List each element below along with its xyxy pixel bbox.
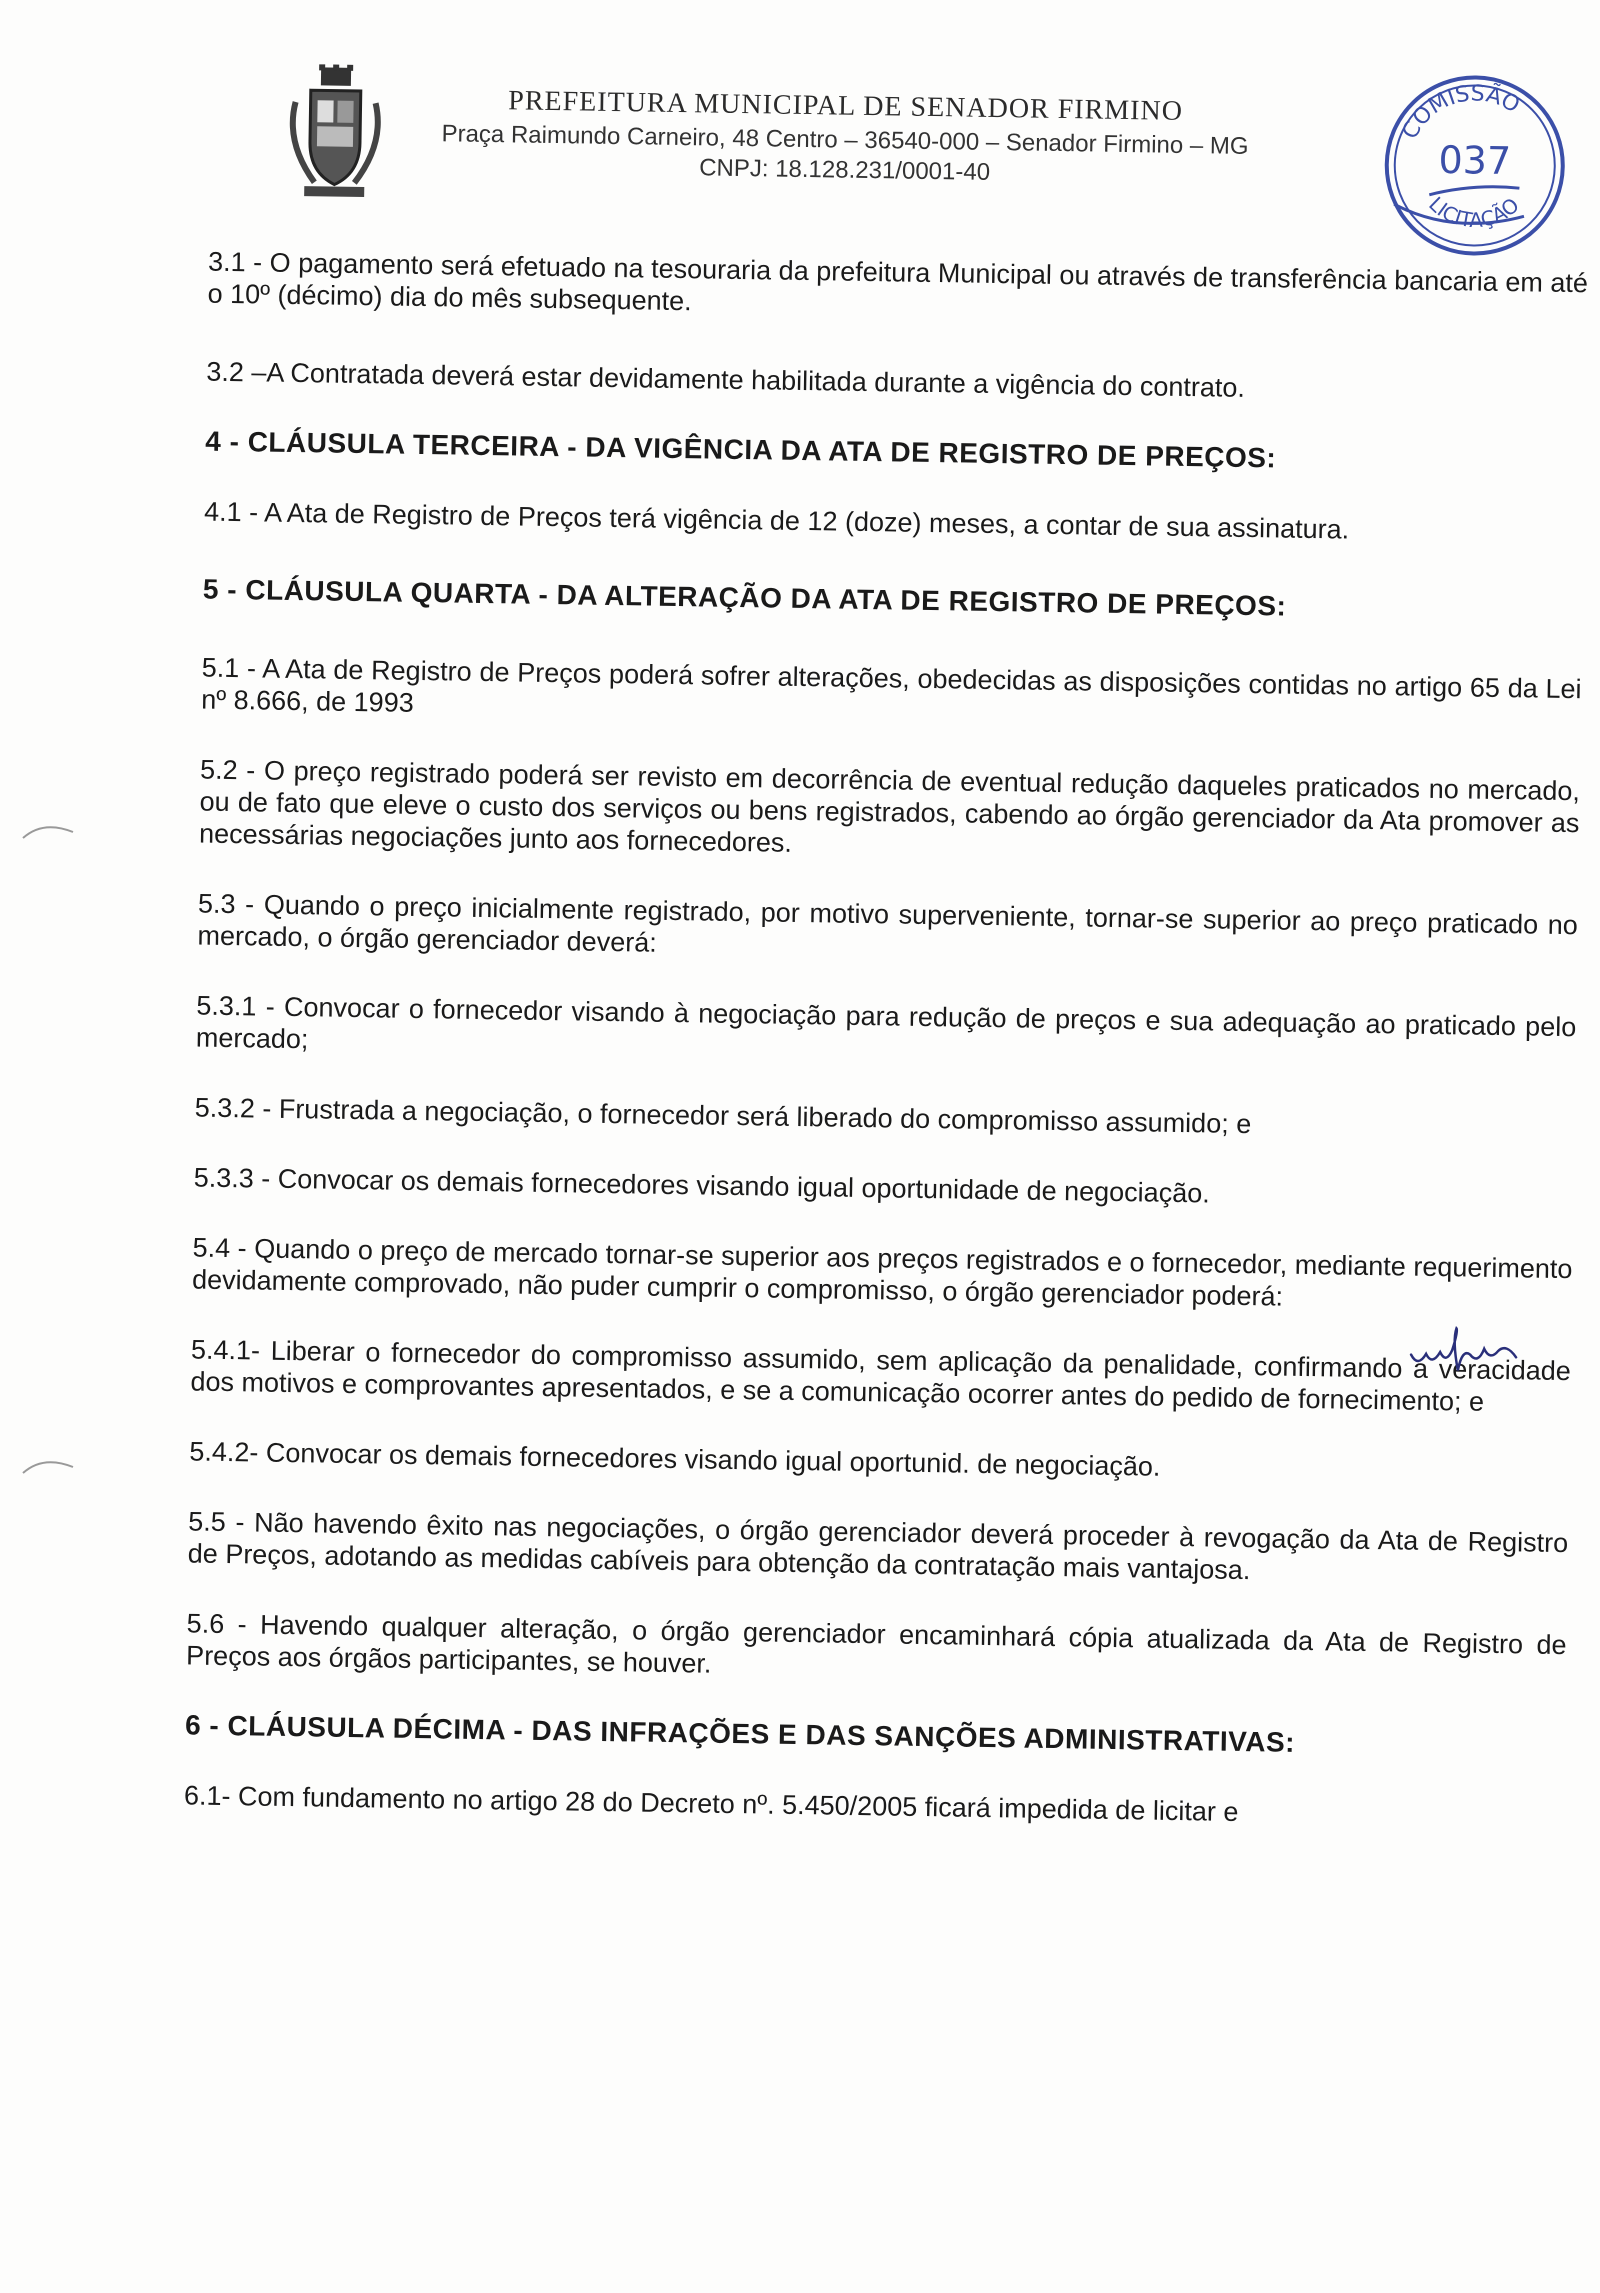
clause-5-3-2: 5.3.2 - Frustrada a negociação, o fornecedor será liberado do compromisso assumido; e bbox=[194, 1092, 1252, 1140]
document-body bbox=[184, 246, 1588, 1833]
clause-3-1: 3.1 - O pagamento será efetuado na tesouraria da prefeitura Municipal ou através de transferência bancaria em até o 10º (décimo) dia do mês subsequente. bbox=[207, 246, 1589, 317]
letterhead-text bbox=[404, 74, 1286, 194]
clause-5-2: 5.2 - O preço registrado poderá ser revisto em decorrência de eventual redução daqueles praticados no mercado, ou de fato que eleve o custo dos serviços ou bens registrados, cabendo ao órgão gerenciador da Ata promover as necessárias negociações junto aos fornecedores. bbox=[198, 754, 1581, 858]
municipal-crest-icon bbox=[284, 62, 386, 204]
clause-4-1: 4.1 - A Ata de Registro de Preços terá vigência de 12 (doze) meses, a contar de sua assinatura. bbox=[203, 496, 1350, 545]
scan-edge-mark bbox=[18, 1455, 78, 1475]
clause-5-3-1: 5.3.1 - Convocar o fornecedor visando à negociação para redução de preços e sua adequação ao praticado pelo mercado; bbox=[195, 990, 1577, 1055]
clause-5-5: 5.5 - Não havendo êxito nas negociações, o órgão gerenciador deverá proceder à revogação da Ata de Registro de Preços, adotando as medidas cabíveis para obtenção da contratação mais vantajosa. bbox=[187, 1506, 1569, 1586]
clause-5-3: 5.3 - Quando o preço inicialmente registrado, por motivo superveniente, tornar-se superior ao preço praticado no mercado, o órgão gerenciador deverá: bbox=[197, 888, 1579, 958]
scan-edge-mark bbox=[18, 820, 78, 840]
municipality-address: Praça Raimundo Carneiro, 48 Centro – 36540-000 – Senador Firmino – MG bbox=[441, 120, 1249, 160]
clause-6-1: 6.1- Com fundamento no artigo 28 do Decreto nº. 5.450/2005 ficará impedida de licitar e bbox=[183, 1780, 1239, 1827]
clause-5-3-3: 5.3.3 - Convocar os demais fornecedores visando igual oportunidade de negociação. bbox=[193, 1162, 1210, 1209]
stamp-number: 037 bbox=[1438, 137, 1512, 184]
stamp-top-text: COMISSÃO bbox=[1397, 81, 1524, 144]
letterhead bbox=[284, 52, 1286, 218]
clause-3-2: 3.2 –A Contratada deverá estar devidamente habilitada durante a vigência do contrato. bbox=[206, 356, 1246, 403]
clause-5-4: 5.4 - Quando o preço de mercado tornar-se superior aos preços registrados e o fornecedor, mediante requerimento devidamente comprovado, não puder cumprir o compromisso, o órgão gerenciador poderá: bbox=[191, 1232, 1573, 1312]
heading-clause-6: 6 - CLÁUSULA DÉCIMA - DAS INFRAÇÕES E DAS SANÇÕES ADMINISTRATIVAS: bbox=[184, 1709, 1296, 1758]
clause-5-4-1: 5.4.1- Liberar o fornecedor do compromisso assumido, sem aplicação da penalidade, confirmando a veracidade dos motivos e comprovantes apresentados, e se a comunicação ocorrer antes do pedido de fornecimento; e bbox=[190, 1334, 1572, 1417]
heading-clause-5: 5 - CLÁUSULA QUARTA - DA ALTERAÇÃO DA ATA DE REGISTRO DE PREÇOS: bbox=[202, 573, 1287, 622]
municipality-title: PREFEITURA MUNICIPAL DE SENADOR FIRMINO bbox=[508, 85, 1184, 127]
commission-stamp bbox=[1373, 64, 1576, 267]
heading-clause-4: 4 - CLÁUSULA TERCEIRA - DA VIGÊNCIA DA ATA DE REGISTRO DE PREÇOS: bbox=[205, 425, 1277, 474]
stamp-bottom-text: LICITAÇÃO bbox=[1424, 191, 1524, 232]
clause-5-6: 5.6 - Havendo qualquer alteração, o órgão gerenciador encaminhará cópia atualizada da Ata de Registro de Preços aos órgãos participantes, se houver. bbox=[185, 1608, 1567, 1679]
municipality-cnpj: CNPJ: 18.128.231/0001-40 bbox=[698, 154, 991, 186]
clause-5-1: 5.1 - A Ata de Registro de Preços poderá sofrer alterações, obedecidas as disposições contidas no artigo 65 da Lei nº 8.666, de 1993 bbox=[200, 652, 1582, 718]
handwritten-initials bbox=[1406, 1320, 1527, 1382]
clause-5-4-2: 5.4.2- Convocar os demais fornecedores visando igual oportunid. de negociação. bbox=[189, 1436, 1161, 1482]
